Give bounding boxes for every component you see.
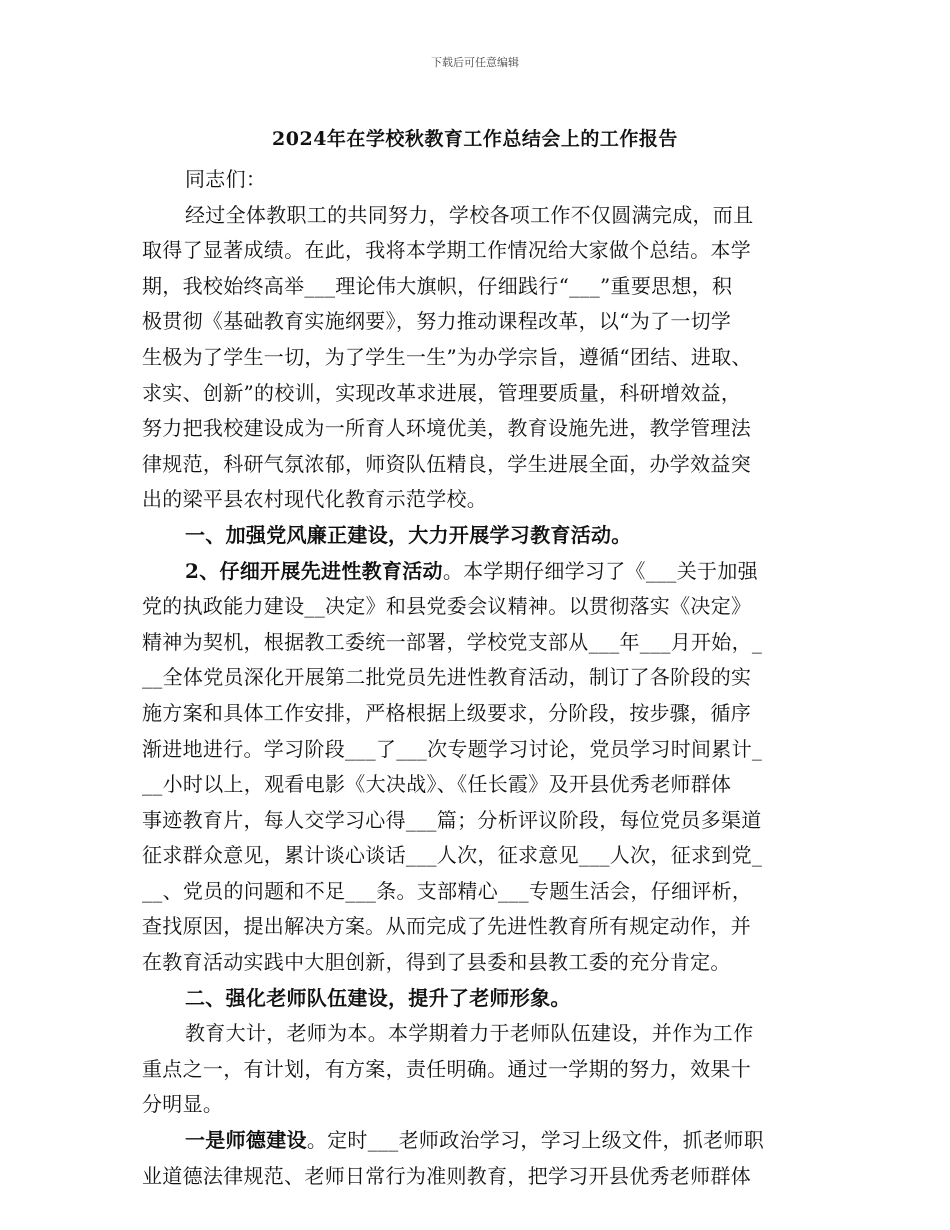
document-title: 2024年在学校秋教育工作总结会上的工作报告 xyxy=(272,128,678,150)
page-header-note: 下载后可任意编辑 xyxy=(431,56,519,69)
body-line: 渐进地进行。学习阶段___了___次专题学习讨论，党员学习时间累计_ xyxy=(142,736,763,761)
body-text: 。定时___老师政治学习，学习上级文件，抓老师职 xyxy=(306,1128,765,1153)
section-heading-1: 一、加强党风廉正建设，大力开展学习教育活动。 xyxy=(185,522,632,547)
body-line: 业道德法律规范、老师日常行为准则教育，把学习开县优秀老师群体 xyxy=(142,1163,751,1188)
body-line: 施方案和具体工作安排，严格根据上级要求，分阶段，按步骤，循序 xyxy=(142,700,751,725)
body-line: 重点之一，有计划，有方案，责任明确。通过一学期的努力，效果十 xyxy=(142,1056,751,1081)
body-line: 教育大计，老师为本。本学期着力于老师队伍建设，并作为工作 xyxy=(185,1021,754,1046)
body-line: 事迹教育片，每人交学习心得___篇；分析评议阶段，每位党员多渠道 xyxy=(142,807,762,832)
document-body xyxy=(142,162,824,1194)
body-line: 期，我校始终高举___理论伟大旗帜，仔细践行“___”重要思想，积 xyxy=(142,273,733,298)
body-line: __小时以上，观看电影《大决战》、《任长霞》及开县优秀老师群体 xyxy=(142,772,732,797)
body-line: 征求群众意见，累计谈心谈话___人次，征求意见___人次，征求到党_ xyxy=(142,843,763,868)
body-line: 党的执政能力建设__决定》和县党委会议精神。以贯彻落实《决定》 xyxy=(142,594,752,619)
salutation: 同志们： xyxy=(185,167,267,191)
body-line: 求实、创新”的校训，实现改革求进展，管理要质量，科研增效益， xyxy=(142,380,742,405)
body-line: __、党员的问题和不足___条。支部精心___专题生活会，仔细评析， xyxy=(142,878,753,903)
body-line: 极贯彻《基础教育实施纲要》，努力推动课程改革，以“为了一切学 xyxy=(142,309,732,334)
body-line: 精神为契机，根据教工委统一部署，学校党支部从___年___月开始，_ xyxy=(142,629,763,654)
body-line: 查找原因，提出解决方案。从而完成了先进性教育所有规定动作，并 xyxy=(142,914,751,939)
body-line: 生极为了学生一切，为了学生一生”为办学宗旨，遵循“团结、进取、 xyxy=(142,344,752,369)
subsection-heading: 一是师德建设 xyxy=(185,1128,307,1153)
subsection-heading: 2、仔细开展先进性教育活动 xyxy=(185,558,443,583)
body-line xyxy=(142,554,824,590)
body-text: 。本学期仔细学习了《___关于加强 xyxy=(442,558,758,583)
body-line: 出的梁平县农村现代化教育示范学校。 xyxy=(142,487,488,512)
body-line: 努力把我校建设成为一所育人环境优美，教育设施先进，教学管理法 xyxy=(142,416,751,441)
body-line: __全体党员深化开展第二批党员先进性教育活动，制订了各阶段的实 xyxy=(142,665,752,690)
body-line: 取得了显著成绩。在此，我将本学期工作情况给大家做个总结。本学 xyxy=(142,238,751,263)
body-line: 分明显。 xyxy=(142,1092,224,1117)
body-line: 经过全体教职工的共同努力，学校各项工作不仅圆满完成，而且 xyxy=(185,202,754,227)
body-line: 在教育活动实践中大胆创新，得到了县委和县教工委的充分肯定。 xyxy=(142,950,731,975)
body-line: 律规范，科研气氛浓郁，师资队伍精良，学生进展全面，办学效益突 xyxy=(142,451,751,476)
section-heading-2: 二、强化老师队伍建设，提升了老师形象。 xyxy=(185,985,571,1010)
body-line xyxy=(142,1123,824,1159)
